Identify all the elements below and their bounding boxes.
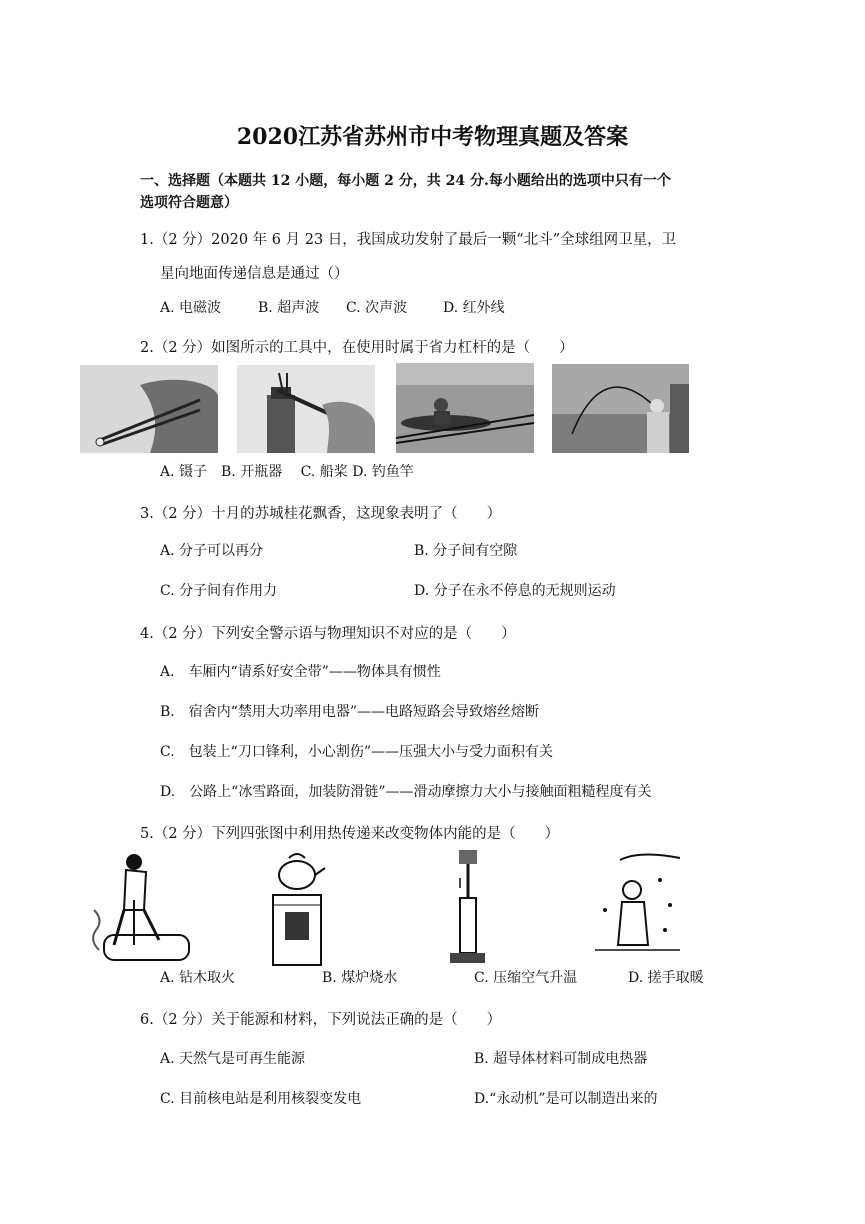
coal-stove-kettle-drawing (267, 850, 327, 968)
bottle-opener-photo (237, 365, 375, 453)
drill-wood-fire-drawing (84, 850, 194, 965)
q3-stem: 3.（2 分）十月的苏城桂花飘香，这现象表明了（ ） (140, 506, 502, 522)
q1-option-a: A. 电磁波 (160, 300, 222, 316)
q6-option-d: D.“永动机”是可以制造出来的 (474, 1091, 658, 1107)
fishing-rod-photo (552, 364, 689, 453)
q1-option-d: D. 红外线 (443, 300, 505, 316)
q3-option-b: B. 分子间有空隙 (414, 543, 518, 559)
q4-option-c: C. 包装上“刀口锋利，小心割伤”——压强大小与受力面积有关 (160, 744, 553, 760)
q4-option-a: A. 车厢内“请系好安全带”——物体具有惯性 (160, 664, 441, 680)
q1-option-b: B. 超声波 (258, 300, 320, 316)
q4-stem: 4.（2 分）下列安全警示语与物理知识不对应的是（ ） (140, 626, 516, 642)
q5-stem: 5.（2 分）下列四张图中利用热传递来改变物体内能的是（ ） (140, 826, 560, 842)
tweezers-photo (80, 365, 218, 453)
compress-air-cylinder-drawing (445, 850, 490, 968)
q2-options: A. 镊子 B. 开瓶器 C. 船桨 D. 钓鱼竿 (160, 464, 414, 480)
section-heading-line2: 选项符合题意） (140, 195, 238, 211)
q3-option-d: D. 分子在永不停息的无规则运动 (414, 583, 616, 599)
q4-option-b: B. 宿舍内“禁用大功率用电器”——电路短路会导致熔丝熔断 (160, 704, 540, 720)
rowing-oar-photo (396, 363, 534, 453)
section-heading-line1: 一、选择题（本题共 12 小题，每小题 2 分，共 24 分.每小题给出的选项中只有一个 (140, 173, 671, 189)
page-title: 2020江苏省苏州市中考物理真题及答案 (236, 124, 629, 150)
q1-stem-line2: 星向地面传递信息是通过（） (160, 266, 349, 282)
q5-option-c: C. 压缩空气升温 (474, 970, 578, 986)
q2-stem: 2.（2 分）如图所示的工具中，在使用时属于省力杠杆的是（ ） (140, 340, 574, 356)
q5-option-a: A. 钻木取火 (160, 970, 236, 986)
q6-option-b: B. 超导体材料可制成电热器 (474, 1051, 648, 1067)
q1-stem-line1: 1.（2 分）2020 年 6 月 23 日，我国成功发射了最后一颗“北斗”全球组网卫星，卫 (140, 232, 677, 248)
q4-option-d: D. 公路上“冰雪路面，加装防滑链”——滑动摩擦力大小与接触面粗糙程度有关 (160, 784, 652, 800)
q5-option-d: D. 搓手取暖 (628, 970, 704, 986)
rub-hands-warm-drawing (590, 850, 685, 965)
section-heading (140, 170, 740, 214)
q3-option-a: A. 分子可以再分 (160, 543, 264, 559)
q1-option-c: C. 次声波 (346, 300, 408, 316)
q6-stem: 6.（2 分）关于能源和材料，下列说法正确的是（ ） (140, 1012, 502, 1028)
q5-option-b: B. 煤炉烧水 (322, 970, 398, 986)
q6-option-a: A. 天然气是可再生能源 (160, 1051, 306, 1067)
q6-option-c: C. 目前核电站是利用核裂变发电 (160, 1091, 362, 1107)
q3-option-c: C. 分子间有作用力 (160, 583, 278, 599)
